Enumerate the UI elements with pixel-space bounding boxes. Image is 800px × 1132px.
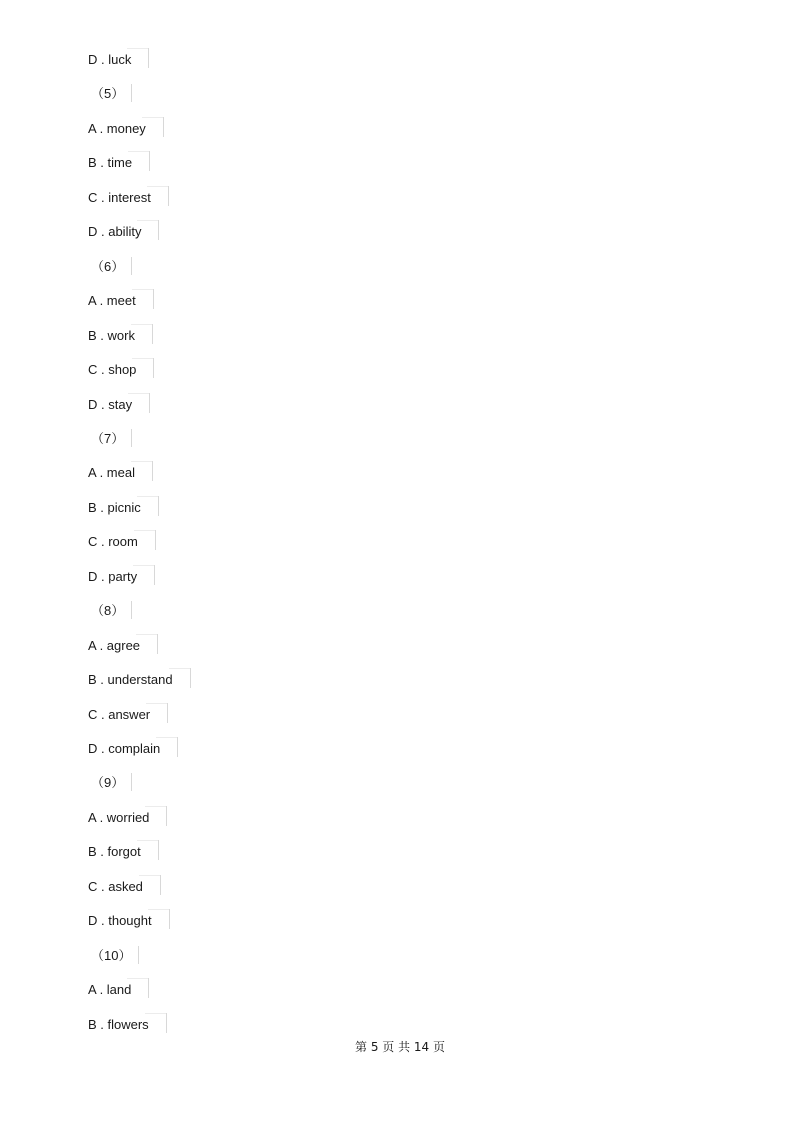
answer-option-label: A . agree [88,636,158,656]
question-number-label: （5） [91,84,132,104]
question-number-label: （6） [91,257,132,277]
answer-option [88,291,154,311]
answer-option [88,222,159,242]
answer-option-label: C . answer [88,705,168,725]
answer-option [88,360,154,380]
question-number [91,773,132,793]
answer-option-label: B . forgot [88,842,159,862]
answer-option [88,670,191,690]
answer-option [88,980,149,1000]
question-number-label: （9） [91,773,132,793]
answer-option [88,705,168,725]
answer-option-label: C . asked [88,877,161,897]
answer-option [88,636,158,656]
answer-option [88,188,169,208]
answer-option-label: A . meet [88,291,154,311]
answer-option [88,842,159,862]
answer-option-label: D . luck [88,50,149,70]
question-number [91,601,132,621]
answer-option [88,153,150,173]
answer-option [88,567,155,587]
answer-option [88,877,161,897]
answer-option-label: A . land [88,980,149,1000]
answer-option-label: B . time [88,153,150,173]
answer-option-label: C . interest [88,188,169,208]
answer-option [88,326,153,346]
answer-option [88,395,150,415]
answer-option-label: A . meal [88,463,153,483]
answer-option [88,498,159,518]
answer-option [88,463,153,483]
answer-option [88,50,149,70]
answer-option-label: B . understand [88,670,191,690]
answer-option-label: B . picnic [88,498,159,518]
answer-option-label: B . flowers [88,1015,167,1035]
page-footer: 第 5 页 共 14 页 [355,1040,445,1054]
question-number [91,84,132,104]
question-number-label: （7） [91,429,132,449]
answer-option-label: D . ability [88,222,159,242]
answer-option-label: D . party [88,567,155,587]
answer-option [88,808,167,828]
answer-option [88,911,170,931]
answer-option-label: D . stay [88,395,150,415]
answer-option [88,739,178,759]
answer-option-label: D . complain [88,739,178,759]
answer-option-label: A . money [88,119,164,139]
answer-option-label: D . thought [88,911,170,931]
question-number [91,946,139,966]
answer-option-label: B . work [88,326,153,346]
question-number-label: （10） [91,946,139,966]
answer-option-label: A . worried [88,808,167,828]
answer-option-label: C . room [88,532,156,552]
question-number [91,257,132,277]
answer-option [88,532,156,552]
question-number [91,429,132,449]
answer-option [88,119,164,139]
answer-option [88,1015,167,1035]
question-number-label: （8） [91,601,132,621]
answer-option-label: C . shop [88,360,154,380]
